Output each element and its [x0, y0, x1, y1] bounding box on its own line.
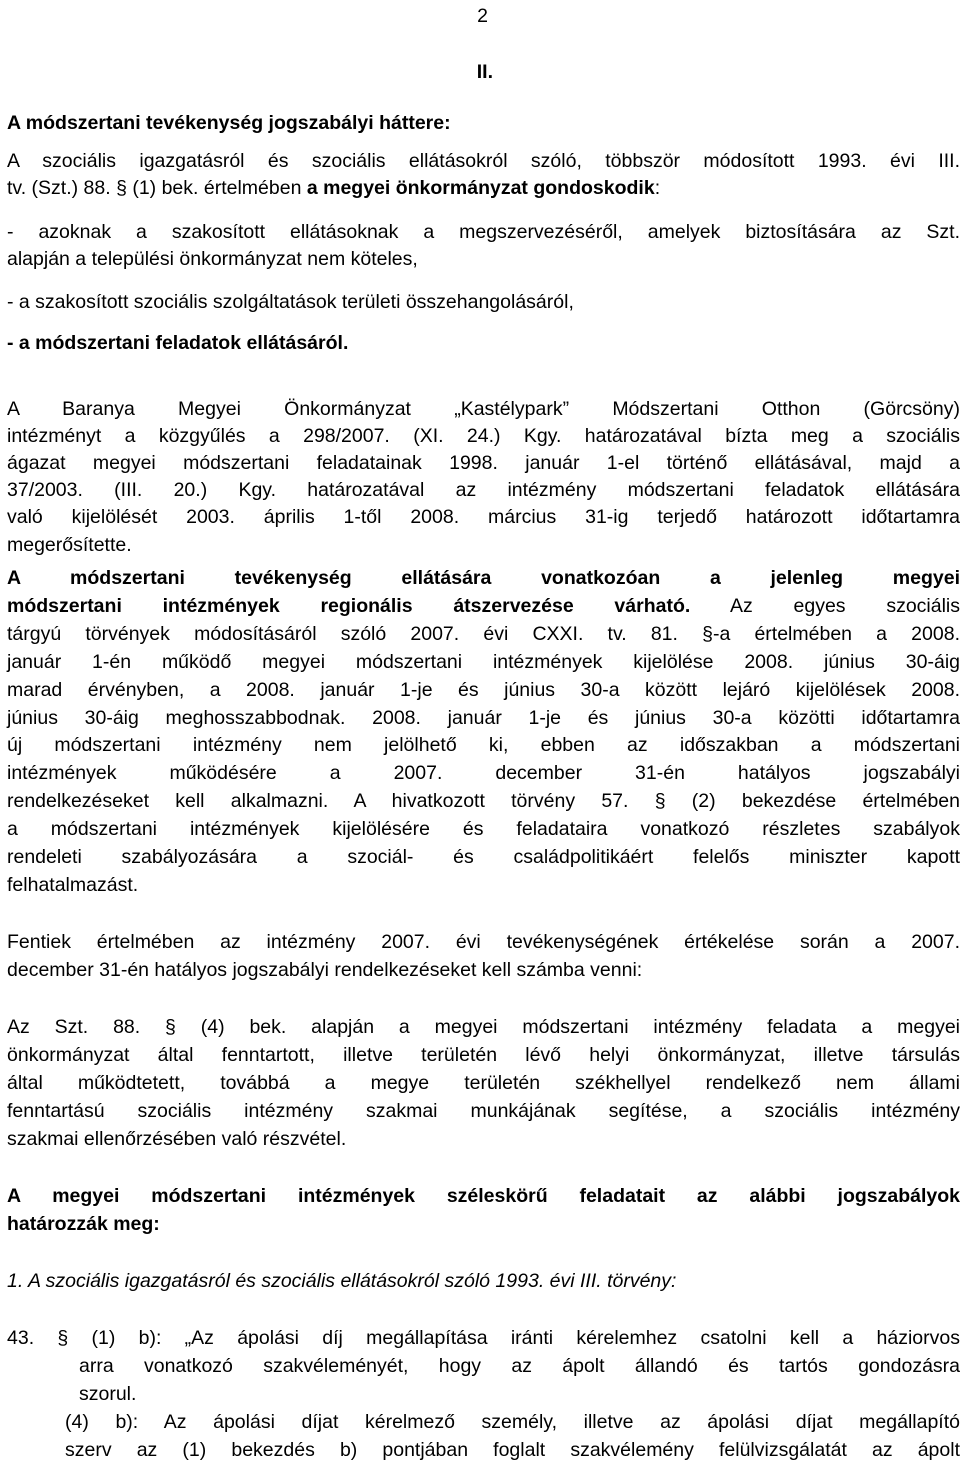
- text-line: tv. (Szt.) 88. § (1) bek. értelmében a megyei önkormányzat gondoskodik:: [7, 177, 661, 199]
- bold-heading: határozzák meg:: [7, 1213, 160, 1235]
- section-heading: A módszertani tevékenység jogszabályi háttere:: [7, 112, 451, 134]
- text-line: arra vonatkozó szakvéleményét, hogy az ápolt állandó és tartós gondozásra: [79, 1355, 960, 1377]
- text-line: módszertani intézmények regionális átszervezése várható. Az egyes szociális: [7, 595, 960, 617]
- text-line: új módszertani intézmény nem jelölhető ki, ebben az időszakban a módszertani: [7, 734, 960, 756]
- text-line: fenntartású szociális intézmény szakmai munkájának segítése, a szociális intézmény: [7, 1100, 960, 1122]
- text-line: marad érvényben, a 2008. január 1-je és június 30-a között lejáró kijelölések 2008.: [7, 679, 960, 701]
- text-line: megerősítette.: [7, 534, 132, 556]
- text-line: tárgyú törvények módosításáról szóló 2007. évi CXXI. tv. 81. §-a értelmében a 2008.: [7, 623, 960, 645]
- text-line: való kijelölését 2003. április 1-től 2008. március 31-ig terjedő határozott időtartamra: [7, 506, 960, 528]
- text-line: szerv az (1) bekezdés b) pontjában foglalt szakvélemény felülvizsgálatát az ápolt: [65, 1439, 960, 1461]
- law-title: 1. A szociális igazgatásról és szociális ellátásokról szóló 1993. évi III. törvény:: [7, 1270, 677, 1292]
- text-line: december 31-én hatályos jogszabályi rendelkezéseket kell számba venni:: [7, 959, 643, 981]
- list-item-continuation: alapján a települési önkormányzat nem köteles,: [7, 248, 418, 270]
- text-line: a módszertani intézmények kijelölésére és feladataira vonatkozó részletes szabályok: [7, 818, 960, 840]
- text-line: önkormányzat által fenntartott, illetve területén lévő helyi önkormányzat, illetve társulás: [7, 1044, 960, 1066]
- list-item: - azoknak a szakosított ellátásoknak a megszervezéséről, amelyek biztosítására az Szt.: [7, 221, 960, 243]
- text-line: január 1-én működő megyei módszertani intézmények kijelölése 2008. június 30-áig: [7, 651, 960, 673]
- text-line: intézmények működésére a 2007. december 31-én hatályos jogszabályi: [7, 762, 960, 784]
- text-line: A szociális igazgatásról és szociális ellátásokról szóló, többször módosított 1993. évi III.: [7, 150, 960, 172]
- text-line: (4) b): Az ápolási díjat kérelmező személy, illetve az ápolási díjat megállapító: [65, 1411, 960, 1433]
- page-number: 2: [477, 5, 488, 27]
- text-line: rendelkezéseket kell alkalmazni. A hivatkozott törvény 57. § (2) bekezdése értelmében: [7, 790, 960, 812]
- text-line: 43. § (1) b): „Az ápolási díj megállapítása iránti kérelemhez csatolni kell a háziorvos: [7, 1327, 960, 1349]
- text-line: rendeleti szabályozására a szociál- és családpolitikáért felelős miniszter kapott: [7, 846, 960, 868]
- text-line: 37/2003. (III. 20.) Kgy. határozatával az intézmény módszertani feladatok ellátására: [7, 479, 960, 501]
- section-number: II.: [476, 61, 493, 83]
- text-line: felhatalmazást.: [7, 874, 139, 896]
- list-item: - a szakosított szociális szolgáltatások területi összehangolásáról,: [7, 291, 574, 313]
- text-line: Az Szt. 88. § (4) bek. alapján a megyei módszertani intézmény feladata a megyei: [7, 1016, 960, 1038]
- text-line: A Baranya Megyei Önkormányzat „Kastélypark” Módszertani Otthon (Görcsöny): [7, 398, 960, 420]
- text-line: által működtetett, továbbá a megye területén székhellyel rendelkező nem állami: [7, 1072, 960, 1094]
- text-line: szorul.: [79, 1383, 137, 1405]
- text-line: június 30-áig meghosszabbodnak. 2008. január 1-je és június 30-a közötti időtartamra: [7, 707, 960, 729]
- text-line: intézményt a közgyűlés a 298/2007. (XI. 24.) Kgy. határozatával bízta meg a szociális: [7, 425, 960, 447]
- text-line: szakmai ellenőrzésében való részvétel.: [7, 1128, 347, 1150]
- bold-heading: A megyei módszertani intézmények széleskörű feladatait az alábbi jogszabályok: [7, 1185, 960, 1207]
- text-line: ágazat megyei módszertani feladatainak 1998. január 1-el történő ellátásával, majd a: [7, 452, 960, 474]
- list-item: - a módszertani feladatok ellátásáról.: [7, 332, 349, 354]
- text-line: Fentiek értelmében az intézmény 2007. évi tevékenységének értékelése során a 2007.: [7, 931, 960, 953]
- bold-statement: A módszertani tevékenység ellátására vonatkozóan a jelenleg megyei: [7, 567, 960, 589]
